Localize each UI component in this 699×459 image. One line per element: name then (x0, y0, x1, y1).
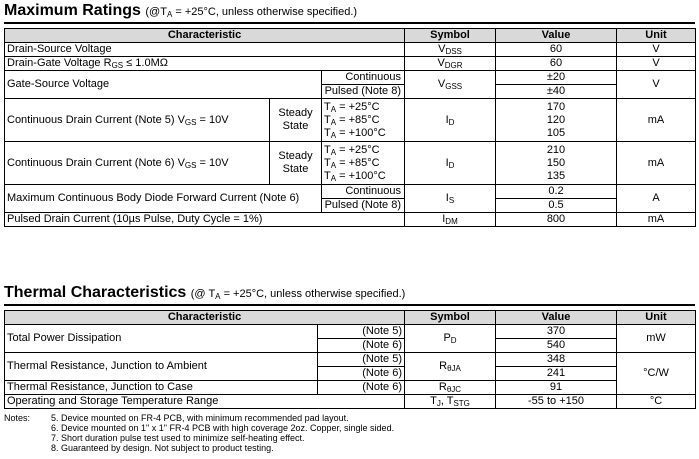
row-condition: Pulsed (Note 8) (322, 85, 405, 99)
table-row (5, 213, 696, 227)
table-header-row (5, 29, 696, 43)
row-symbol: $T_J$, $T_{STG}$ (405, 395, 496, 409)
table-row (5, 57, 696, 71)
maximum-ratings-heading: Maximum Ratings (4, 2, 141, 19)
row-symbol: $V_{GSS}$ (405, 71, 496, 99)
row-symbol: $I_{DM}$ (405, 213, 496, 227)
maximum-ratings-table (4, 28, 696, 227)
notes-label: Notes: (4, 413, 31, 423)
thermal-characteristics-table (4, 310, 696, 409)
row-label: Pulsed Drain Current (10µs Pulse, Duty Cycle = 1%) (5, 213, 405, 227)
row-note: (Note 6) (318, 367, 405, 381)
row-unit: A (617, 185, 696, 213)
header-unit: Unit (617, 311, 696, 325)
thermal-characteristics-rule (4, 304, 695, 306)
row-value: 540 (496, 339, 617, 353)
thermal-characteristics-title (4, 284, 405, 302)
row-note: (Note 5) (318, 325, 405, 339)
row-condition: Pulsed (Note 8) (322, 199, 405, 213)
row-value: ±20 (496, 71, 617, 85)
note-item: 8. Guaranteed by design. Not subject to product testing. (51, 443, 274, 453)
row-symbol: $I_D$ (405, 142, 496, 185)
maximum-ratings-title (4, 2, 357, 20)
row-note: (Note 6) (318, 339, 405, 353)
row-value: -55 to +150 (496, 395, 617, 409)
row-symbol: $R_{\theta JA}$ (405, 353, 496, 381)
row-label: Operating and Storage Temperature Range (5, 395, 405, 409)
table-row (5, 325, 696, 339)
table-row (5, 71, 696, 85)
row-value: 800 (496, 213, 617, 227)
row-value: 348 (496, 353, 617, 367)
thermal-characteristics-heading: Thermal Characteristics (4, 284, 187, 301)
row-unit: V (617, 71, 696, 99)
header-symbol: Symbol (405, 29, 496, 43)
row-note: (Note 6) (318, 381, 405, 395)
maximum-ratings-rule (4, 22, 695, 24)
row-symbol: $V_{DSS}$ (405, 43, 496, 57)
header-unit: Unit (617, 29, 696, 43)
row-label: Thermal Resistance, Junction to Case (5, 381, 318, 395)
row-unit: mW (617, 325, 696, 353)
row-value: ±40 (496, 85, 617, 99)
header-value: Value (496, 29, 617, 43)
row-symbol: $I_D$ (405, 99, 496, 142)
table-row (5, 185, 696, 199)
row-value: 60 (496, 43, 617, 57)
table-row (5, 99, 696, 142)
row-unit: mA (617, 213, 696, 227)
row-state: Steady State (270, 142, 322, 185)
row-symbol: $R_{\theta JC}$ (405, 381, 496, 395)
note-item: 5. Device mounted on FR-4 PCB, with minimum recommended pad layout. (51, 413, 349, 423)
table-row (5, 142, 696, 185)
thermal-characteristics-subtitle: (@ $T_A = +25^\circ C$, unless otherwise specified.) (190, 288, 406, 301)
row-label: Total Power Dissipation (5, 325, 318, 353)
row-value: 91 (496, 381, 617, 395)
maximum-ratings-subtitle: ($@T_A = +25^\circ C$, unless otherwise specified.) (145, 6, 358, 19)
row-symbol: $V_{DGR}$ (405, 57, 496, 71)
header-characteristic: Characteristic (5, 311, 405, 325)
row-label: Drain-Source Voltage (5, 43, 405, 57)
row-value: 241 (496, 367, 617, 381)
row-value: 0.5 (496, 199, 617, 213)
row-unit: V (617, 57, 696, 71)
row-state: Steady State (270, 99, 322, 142)
row-values: 170 120 105 (496, 99, 617, 142)
row-label: Thermal Resistance, Junction to Ambient (5, 353, 318, 381)
header-characteristic: Characteristic (5, 29, 405, 43)
header-value: Value (496, 311, 617, 325)
row-temperatures: $T_A = +25^\circ C$ $T_A = +85^\circ C$ $T_A = +100^\circ C$ (322, 99, 405, 142)
row-label: Continuous Drain Current (Note 5) $V_{GS} = 10V$ (5, 99, 270, 142)
row-symbol: $P_D$ (405, 325, 496, 353)
row-value: 370 (496, 325, 617, 339)
row-unit: °C/W (617, 353, 696, 395)
row-condition: Continuous (322, 71, 405, 85)
table-row (5, 395, 696, 409)
row-unit: mA (617, 99, 696, 142)
notes-list (51, 413, 394, 453)
row-symbol: $I_S$ (405, 185, 496, 213)
table-row (5, 43, 696, 57)
row-unit: V (617, 43, 696, 57)
table-row (5, 353, 696, 367)
row-temperatures: $T_A = +25^\circ C$ $T_A = +85^\circ C$ $T_A = +100^\circ C$ (322, 142, 405, 185)
row-unit: °C (617, 395, 696, 409)
row-value: 0.2 (496, 185, 617, 199)
row-note: (Note 5) (318, 353, 405, 367)
row-condition: Continuous (322, 185, 405, 199)
note-item: 7. Short duration pulse test used to minimize self-heating effect. (51, 433, 305, 443)
row-value: 60 (496, 57, 617, 71)
row-label: Continuous Drain Current (Note 6) $V_{GS} = 10V$ (5, 142, 270, 185)
row-label: Maximum Continuous Body Diode Forward Current (Note 6) (5, 185, 322, 213)
row-label: Drain-Gate Voltage $R_{GS} \le 1.0M\Omega$ (5, 57, 405, 71)
table-header-row (5, 311, 696, 325)
row-label: Gate-Source Voltage (5, 71, 322, 99)
row-values: 210 150 135 (496, 142, 617, 185)
table-row (5, 381, 696, 395)
note-item: 6. Device mounted on 1" x 1" FR-4 PCB with high coverage 2oz. Copper, single sided. (51, 423, 395, 433)
header-symbol: Symbol (405, 311, 496, 325)
row-unit: mA (617, 142, 696, 185)
